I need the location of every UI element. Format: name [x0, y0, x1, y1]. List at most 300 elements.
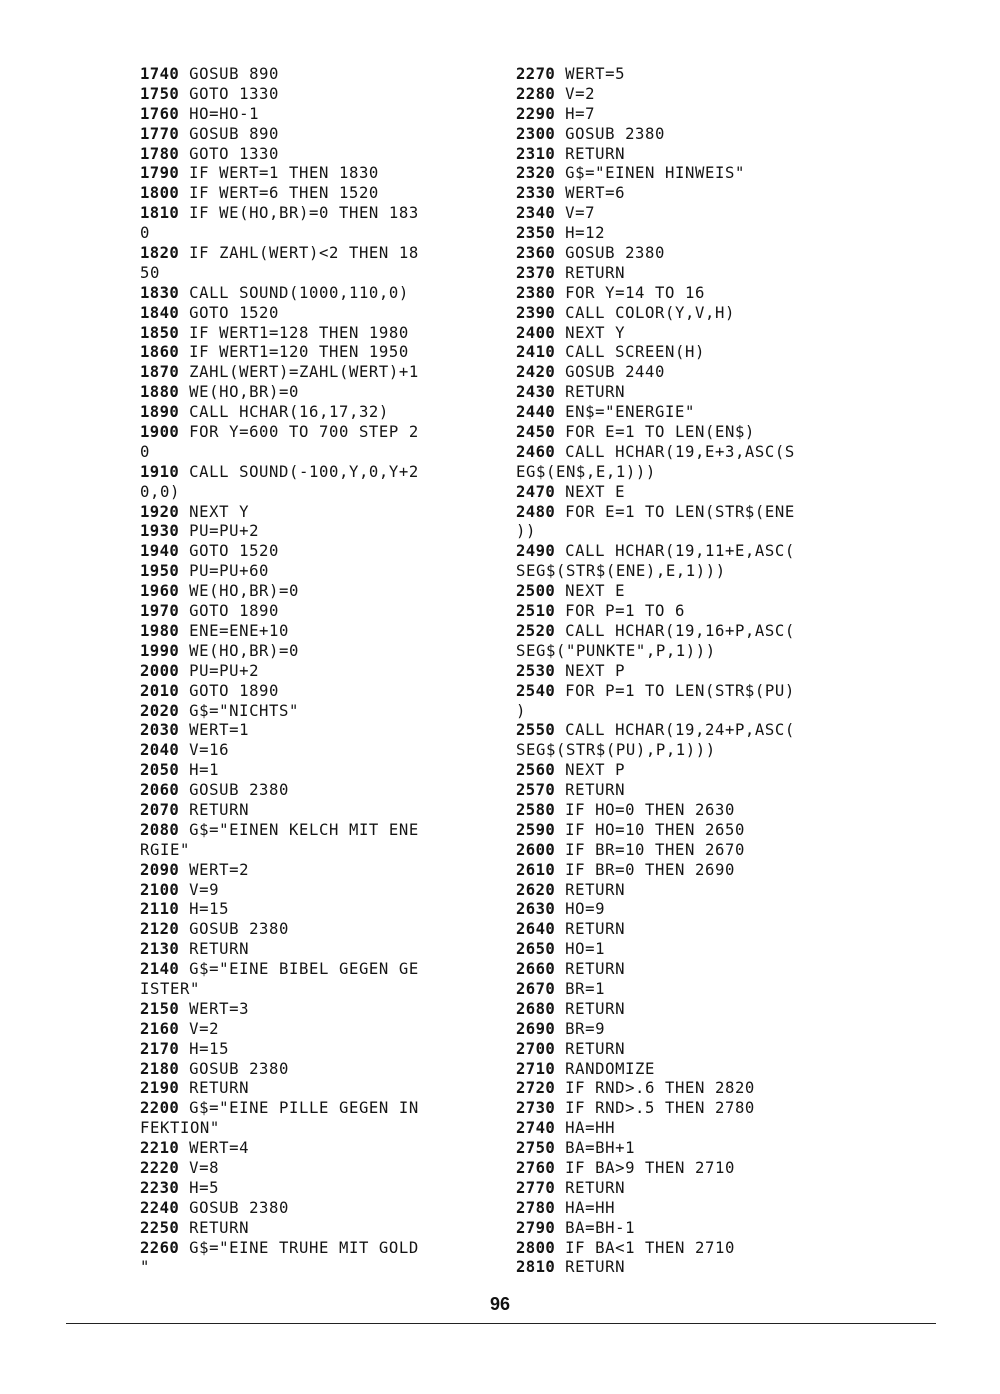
code-line	[140, 85, 490, 105]
code-line	[516, 264, 866, 284]
code-line	[516, 1119, 866, 1139]
line-number: 2090	[140, 860, 180, 879]
code-text: FOR E=1 TO LEN(EN$)	[555, 423, 755, 442]
line-number: 1980	[140, 621, 180, 640]
code-text: FOR Y=600 TO 700 STEP 2	[179, 423, 419, 442]
code-text: BR=9	[555, 1019, 606, 1038]
code-line	[516, 1239, 866, 1259]
line-number: 1750	[140, 84, 180, 103]
line-number: 2100	[140, 880, 180, 899]
line-number: 2060	[140, 781, 180, 800]
code-line	[516, 801, 866, 821]
code-text: GOTO 1890	[179, 681, 280, 700]
line-number: 2690	[516, 1019, 556, 1038]
code-line	[140, 145, 490, 165]
line-number: 2140	[140, 960, 180, 979]
line-number: 2270	[516, 65, 556, 83]
line-number: 1920	[140, 502, 180, 521]
line-number: 2340	[516, 204, 556, 223]
line-number: 2490	[516, 542, 556, 561]
code-text: IF HO=10 THEN 2650	[555, 820, 745, 839]
line-number: 2280	[516, 84, 556, 103]
code-text: GOSUB 2380	[555, 244, 666, 263]
code-line	[140, 821, 490, 841]
code-text: H=7	[555, 104, 596, 123]
line-number: 2230	[140, 1178, 180, 1197]
code-line	[516, 443, 866, 463]
line-number: 1790	[140, 164, 180, 183]
code-line	[516, 781, 866, 801]
code-column-left	[140, 65, 490, 1278]
code-line	[516, 403, 866, 423]
code-text: GOSUB 2380	[179, 1059, 290, 1078]
line-number: 1930	[140, 522, 180, 541]
code-line	[516, 125, 866, 145]
code-text: V=16	[179, 741, 230, 760]
code-line	[140, 920, 490, 940]
line-number: 2210	[140, 1139, 180, 1158]
line-number: 2540	[516, 681, 556, 700]
code-text: GOSUB 2380	[179, 1198, 290, 1217]
code-text: IF ZAHL(WERT)<2 THEN 18	[179, 244, 419, 263]
code-text: CALL HCHAR(19,E+3,ASC(S	[555, 442, 795, 461]
code-text: WE(HO,BR)=0	[179, 383, 300, 402]
code-line	[516, 1060, 866, 1080]
line-number: 2580	[516, 800, 556, 819]
code-line	[140, 463, 490, 483]
code-text: CALL SOUND(-100,Y,0,Y+2	[179, 462, 419, 481]
code-text: RETURN	[555, 144, 626, 163]
code-text: CALL HCHAR(19,24+P,ASC(	[555, 721, 795, 740]
code-line	[140, 562, 490, 582]
code-line	[140, 1079, 490, 1099]
code-text: FOR Y=14 TO 16	[555, 283, 705, 302]
code-line-continuation	[140, 224, 490, 244]
code-text: GOSUB 890	[179, 124, 280, 143]
line-number: 1860	[140, 343, 180, 362]
code-text: RANDOMIZE	[555, 1059, 656, 1078]
code-line	[140, 662, 490, 682]
code-line	[516, 85, 866, 105]
code-line	[516, 960, 866, 980]
line-number: 2320	[516, 164, 556, 183]
code-line	[140, 503, 490, 523]
code-line	[140, 125, 490, 145]
code-text: CALL HCHAR(19,16+P,ASC(	[555, 621, 795, 640]
line-number: 1820	[140, 244, 180, 263]
code-line	[516, 343, 866, 363]
line-number: 2380	[516, 283, 556, 302]
code-line	[140, 204, 490, 224]
code-text: NEXT Y	[555, 323, 626, 342]
line-number: 1890	[140, 403, 180, 422]
line-number: 2470	[516, 482, 556, 501]
code-line	[140, 1040, 490, 1060]
code-text: SEG$(STR$(PU),P,1)))	[516, 741, 716, 760]
code-line	[140, 960, 490, 980]
line-number: 2650	[516, 940, 556, 959]
code-text: RETURN	[555, 1258, 626, 1277]
line-number: 2530	[516, 661, 556, 680]
code-text: RETURN	[555, 1178, 626, 1197]
line-number: 2510	[516, 602, 556, 621]
line-number: 2590	[516, 820, 556, 839]
line-number: 2570	[516, 781, 556, 800]
line-number: 1950	[140, 562, 180, 581]
code-text: SEG$(STR$(ENE),E,1)))	[516, 562, 726, 581]
code-line	[516, 483, 866, 503]
code-text: RETURN	[555, 383, 626, 402]
line-number: 2390	[516, 303, 556, 322]
line-number: 2120	[140, 920, 180, 939]
line-number: 2240	[140, 1198, 180, 1217]
code-text: GOTO 1330	[179, 84, 280, 103]
code-line	[516, 164, 866, 184]
line-number: 2740	[516, 1119, 556, 1138]
line-number: 2700	[516, 1039, 556, 1058]
line-number: 2810	[516, 1258, 556, 1277]
code-text: CALL COLOR(Y,V,H)	[555, 303, 735, 322]
code-text: RETURN	[555, 960, 626, 979]
code-line	[516, 861, 866, 881]
code-text: IF HO=0 THEN 2630	[555, 800, 735, 819]
code-text: FOR P=1 TO LEN(STR$(PU)	[555, 681, 795, 700]
code-text: V=9	[179, 880, 220, 899]
code-line	[516, 1000, 866, 1020]
code-text: IF WE(HO,BR)=0 THEN 183	[179, 204, 419, 223]
code-line	[140, 1239, 490, 1259]
line-number: 1870	[140, 363, 180, 382]
code-line	[140, 702, 490, 722]
line-number: 2670	[516, 979, 556, 998]
code-text: "	[140, 1258, 150, 1277]
code-line-continuation	[140, 980, 490, 1000]
code-line	[516, 602, 866, 622]
code-text: WERT=4	[179, 1139, 250, 1158]
line-number: 2010	[140, 681, 180, 700]
code-line	[140, 1000, 490, 1020]
code-line	[140, 284, 490, 304]
line-number: 2410	[516, 343, 556, 362]
code-text: EN$="ENERGIE"	[555, 403, 695, 422]
code-text: RETURN	[179, 1218, 250, 1237]
code-text: WERT=2	[179, 860, 250, 879]
line-number: 2000	[140, 661, 180, 680]
code-line-continuation	[516, 522, 866, 542]
line-number: 1910	[140, 462, 180, 481]
code-line	[516, 304, 866, 324]
code-line	[516, 1139, 866, 1159]
code-text: 0	[140, 442, 150, 461]
code-text: IF WERT1=120 THEN 1950	[179, 343, 409, 362]
line-number: 2260	[140, 1238, 180, 1257]
code-text: GOSUB 2440	[555, 363, 666, 382]
line-number: 2610	[516, 860, 556, 879]
line-number: 2070	[140, 800, 180, 819]
code-line	[516, 383, 866, 403]
code-line	[140, 164, 490, 184]
code-text: FOR E=1 TO LEN(STR$(ENE	[555, 502, 795, 521]
code-text: G$="EINE TRUHE MIT GOLD	[179, 1238, 419, 1257]
code-line	[516, 204, 866, 224]
code-line	[140, 1179, 490, 1199]
code-line	[516, 622, 866, 642]
line-number: 2710	[516, 1059, 556, 1078]
code-line	[516, 821, 866, 841]
line-number: 2680	[516, 999, 556, 1018]
code-line	[140, 383, 490, 403]
code-text: RETURN	[555, 920, 626, 939]
code-line-continuation	[140, 443, 490, 463]
code-text: GOSUB 2380	[555, 124, 666, 143]
line-number: 2170	[140, 1039, 180, 1058]
code-text: IF RND>.5 THEN 2780	[555, 1099, 755, 1118]
code-text: V=8	[179, 1158, 220, 1177]
code-text: H=12	[555, 224, 606, 243]
code-line	[516, 980, 866, 1000]
line-number: 2030	[140, 721, 180, 740]
code-line	[140, 900, 490, 920]
line-number: 2770	[516, 1178, 556, 1197]
code-text: H=15	[179, 1039, 230, 1058]
code-text: EG$(EN$,E,1)))	[516, 462, 656, 481]
code-text: ZAHL(WERT)=ZAHL(WERT)+1	[179, 363, 419, 382]
line-number: 2130	[140, 940, 180, 959]
code-line	[516, 662, 866, 682]
line-number: 1900	[140, 423, 180, 442]
code-line	[140, 622, 490, 642]
code-line	[516, 542, 866, 562]
line-number: 2560	[516, 761, 556, 780]
code-line	[140, 761, 490, 781]
line-number: 2020	[140, 701, 180, 720]
code-line	[516, 503, 866, 523]
code-text: GOTO 1890	[179, 602, 280, 621]
code-text: BA=BH+1	[555, 1139, 636, 1158]
code-text: GOTO 1520	[179, 542, 280, 561]
line-number: 2440	[516, 403, 556, 422]
code-line	[516, 1099, 866, 1119]
code-line	[140, 1159, 490, 1179]
code-text: )	[516, 701, 526, 720]
code-line	[516, 145, 866, 165]
line-number: 2180	[140, 1059, 180, 1078]
code-text: HO=HO-1	[179, 104, 260, 123]
code-text: H=15	[179, 900, 230, 919]
code-line	[140, 65, 490, 85]
code-text: RETURN	[555, 781, 626, 800]
line-number: 2480	[516, 502, 556, 521]
code-line	[140, 423, 490, 443]
code-text: RETURN	[555, 880, 626, 899]
code-text: FOR P=1 TO 6	[555, 602, 686, 621]
line-number: 1850	[140, 323, 180, 342]
line-number: 1740	[140, 65, 180, 83]
code-text: BA=BH-1	[555, 1218, 636, 1237]
code-line	[140, 940, 490, 960]
line-number: 1960	[140, 582, 180, 601]
code-line	[140, 781, 490, 801]
code-text: G$="EINE BIBEL GEGEN GE	[179, 960, 419, 979]
line-number: 2310	[516, 144, 556, 163]
code-line	[516, 1020, 866, 1040]
code-text: IF WERT=6 THEN 1520	[179, 184, 379, 203]
code-text: IF RND>.6 THEN 2820	[555, 1079, 755, 1098]
code-line	[516, 1258, 866, 1278]
code-line	[140, 363, 490, 383]
line-number: 2520	[516, 621, 556, 640]
line-number: 2750	[516, 1139, 556, 1158]
line-number: 2290	[516, 104, 556, 123]
code-line	[516, 423, 866, 443]
line-number: 2080	[140, 820, 180, 839]
code-text: V=2	[179, 1019, 220, 1038]
line-number: 2550	[516, 721, 556, 740]
code-line	[516, 363, 866, 383]
code-line	[516, 761, 866, 781]
line-number: 1830	[140, 283, 180, 302]
line-number: 2450	[516, 423, 556, 442]
line-number: 2460	[516, 442, 556, 461]
line-number: 2200	[140, 1099, 180, 1118]
line-number: 2420	[516, 363, 556, 382]
code-line	[140, 682, 490, 702]
line-number: 2800	[516, 1238, 556, 1257]
code-text: HA=HH	[555, 1198, 616, 1217]
code-line	[140, 522, 490, 542]
code-text: FEKTION"	[140, 1119, 220, 1138]
code-text: IF BA<1 THEN 2710	[555, 1238, 735, 1257]
code-line-continuation	[516, 741, 866, 761]
code-line	[140, 1199, 490, 1219]
code-text: WE(HO,BR)=0	[179, 641, 300, 660]
line-number: 2600	[516, 840, 556, 859]
line-number: 2500	[516, 582, 556, 601]
code-text: NEXT E	[555, 482, 626, 501]
code-text: 0,0)	[140, 482, 180, 501]
code-line	[516, 65, 866, 85]
code-text: G$="EINE PILLE GEGEN IN	[179, 1099, 419, 1118]
line-number: 2780	[516, 1198, 556, 1217]
code-text: CALL SCREEN(H)	[555, 343, 705, 362]
code-line	[140, 343, 490, 363]
code-line	[516, 841, 866, 861]
code-line	[140, 642, 490, 662]
code-line	[516, 324, 866, 344]
code-text: BR=1	[555, 979, 606, 998]
code-line	[516, 284, 866, 304]
code-line	[140, 741, 490, 761]
code-text: V=7	[555, 204, 596, 223]
code-line	[140, 184, 490, 204]
code-line-continuation	[140, 1258, 490, 1278]
code-line	[516, 920, 866, 940]
code-text: PU=PU+2	[179, 661, 260, 680]
line-number: 2790	[516, 1218, 556, 1237]
code-text: NEXT Y	[179, 502, 250, 521]
code-line	[516, 224, 866, 244]
code-line	[516, 105, 866, 125]
line-number: 2430	[516, 383, 556, 402]
code-text: NEXT P	[555, 661, 626, 680]
code-line	[140, 582, 490, 602]
line-number: 2730	[516, 1099, 556, 1118]
code-text: NEXT E	[555, 582, 626, 601]
code-text: WE(HO,BR)=0	[179, 582, 300, 601]
code-line	[140, 304, 490, 324]
line-number: 2370	[516, 263, 556, 282]
code-text: IF BR=10 THEN 2670	[555, 840, 745, 859]
line-number: 2630	[516, 900, 556, 919]
code-line	[140, 881, 490, 901]
line-number: 1990	[140, 641, 180, 660]
code-line	[516, 184, 866, 204]
code-text: IF BA>9 THEN 2710	[555, 1158, 735, 1177]
code-text: IF WERT1=128 THEN 1980	[179, 323, 409, 342]
code-text: CALL SOUND(1000,110,0)	[179, 283, 409, 302]
page-number: 96	[489, 1294, 511, 1314]
code-line	[140, 1099, 490, 1119]
line-number: 2190	[140, 1079, 180, 1098]
code-text: GOSUB 890	[179, 65, 280, 83]
code-text: RGIE"	[140, 840, 190, 859]
line-number: 2150	[140, 999, 180, 1018]
line-number: 2640	[516, 920, 556, 939]
code-line-continuation	[140, 841, 490, 861]
line-number: 2300	[516, 124, 556, 143]
code-line	[140, 105, 490, 125]
code-line	[140, 721, 490, 741]
code-text: WERT=3	[179, 999, 250, 1018]
line-number: 2360	[516, 244, 556, 263]
code-line-continuation	[140, 483, 490, 503]
code-line	[516, 940, 866, 960]
code-text: ))	[516, 522, 536, 541]
code-line	[516, 900, 866, 920]
code-line	[140, 403, 490, 423]
code-text: WERT=1	[179, 721, 250, 740]
code-line	[516, 244, 866, 264]
code-column-right	[516, 65, 866, 1278]
code-text: GOSUB 2380	[179, 781, 290, 800]
code-text: G$="NICHTS"	[179, 701, 300, 720]
line-number: 2660	[516, 960, 556, 979]
line-number: 2760	[516, 1158, 556, 1177]
line-number: 2250	[140, 1218, 180, 1237]
line-number: 2050	[140, 761, 180, 780]
line-number: 2620	[516, 880, 556, 899]
line-number: 2330	[516, 184, 556, 203]
code-line	[516, 721, 866, 741]
code-text: RETURN	[179, 1079, 250, 1098]
code-text: RETURN	[555, 999, 626, 1018]
line-number: 1810	[140, 204, 180, 223]
line-number: 1800	[140, 184, 180, 203]
code-text: SEG$("PUNKTE",P,1)))	[516, 641, 716, 660]
code-text: HA=HH	[555, 1119, 616, 1138]
line-number: 2160	[140, 1019, 180, 1038]
code-text: IF BR=0 THEN 2690	[555, 860, 735, 879]
code-line	[516, 1199, 866, 1219]
code-text: ISTER"	[140, 979, 200, 998]
code-line	[516, 1179, 866, 1199]
code-text: RETURN	[555, 263, 626, 282]
line-number: 1880	[140, 383, 180, 402]
code-line	[516, 1079, 866, 1099]
code-line	[140, 1020, 490, 1040]
line-number: 1970	[140, 602, 180, 621]
code-text: V=2	[555, 84, 596, 103]
